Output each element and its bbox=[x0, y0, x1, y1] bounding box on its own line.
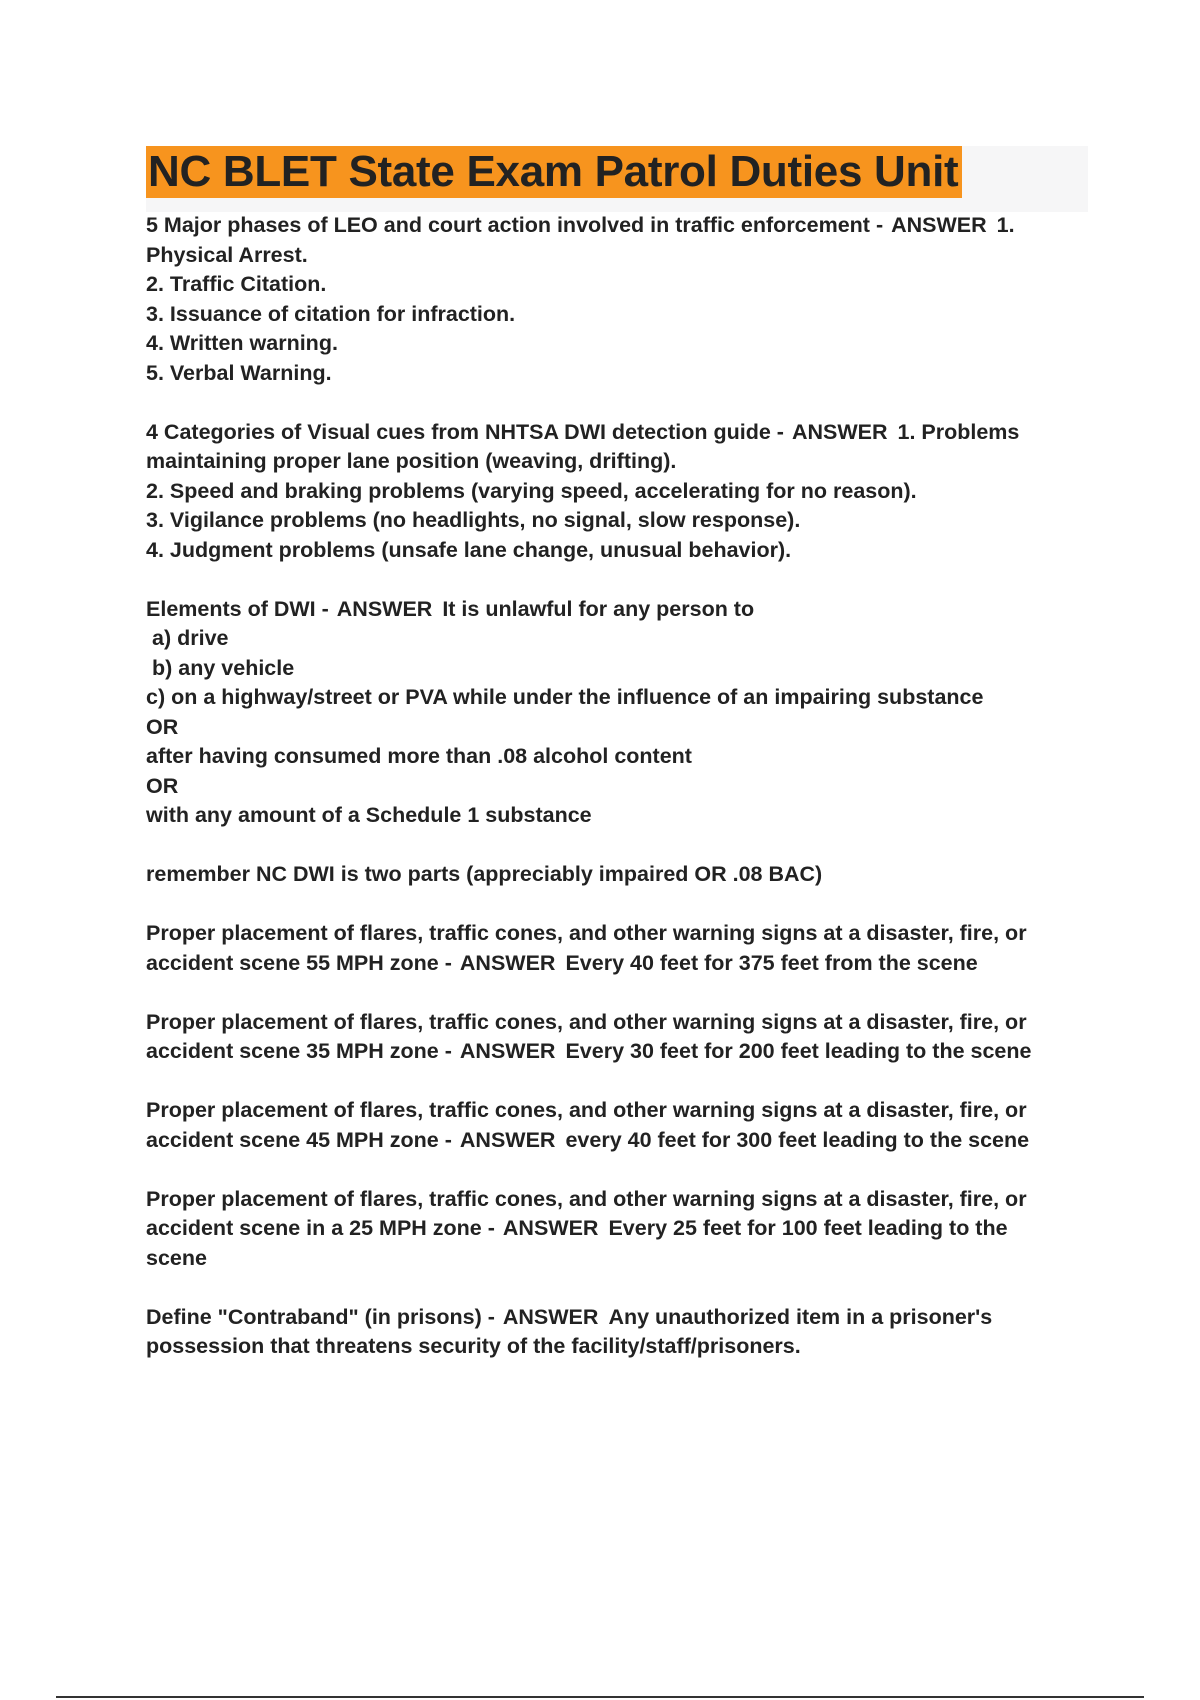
qa-item-flares-55-mph bbox=[146, 919, 1086, 978]
answer-line: a) drive bbox=[152, 626, 229, 650]
footer-divider bbox=[56, 1696, 1144, 1698]
qa-item-visual-cues bbox=[146, 418, 1086, 566]
answer-line: possession that threatens security of the facility/staff/prisoners. bbox=[146, 1334, 801, 1358]
page-title: NC BLET State Exam Patrol Duties Unit bbox=[146, 146, 962, 198]
answer-line: 4. Judgment problems (unsafe lane change, unusual behavior). bbox=[146, 537, 792, 562]
answer-line: c) on a highway/street or PVA while under the influence of an impairing substance bbox=[146, 685, 984, 709]
question-text: accident scene in a 25 MPH zone - bbox=[146, 1216, 495, 1240]
question-line bbox=[146, 595, 1086, 625]
answer-line: 2. Traffic Citation. bbox=[146, 272, 327, 296]
question-line bbox=[146, 211, 1086, 241]
answer-line: 3. Vigilance problems (no headlights, no signal, slow response). bbox=[146, 508, 801, 532]
answer-label: ANSWER bbox=[502, 1216, 599, 1240]
answer-line: Physical Arrest. bbox=[146, 242, 308, 267]
answer-line: with any amount of a Schedule 1 substance bbox=[146, 803, 592, 827]
question-line bbox=[146, 1214, 1086, 1244]
answer-text: Every 25 feet for 100 feet leading to the bbox=[608, 1216, 1008, 1240]
question-line bbox=[146, 1037, 1086, 1067]
answer-label: ANSWER bbox=[459, 1127, 556, 1152]
answer-label: ANSWER bbox=[891, 213, 987, 237]
question-text: Proper placement of flares, traffic cones, and other warning signs at a disaster, fire, or bbox=[146, 1009, 1027, 1034]
qa-item-flares-35-mph bbox=[146, 1008, 1086, 1067]
qa-item-dwi-elements bbox=[146, 595, 1086, 831]
answer-label: ANSWER bbox=[459, 950, 556, 975]
answer-line: OR bbox=[146, 714, 179, 739]
qa-item-flares-25-mph bbox=[146, 1185, 1086, 1274]
document-body bbox=[146, 211, 1086, 1391]
question-text: Define "Contraband" (in prisons) - bbox=[146, 1304, 495, 1329]
answer-text: 1. Problems bbox=[897, 419, 1020, 444]
answer-line: 5. Verbal Warning. bbox=[146, 360, 332, 385]
question-line bbox=[146, 418, 1086, 448]
question-line bbox=[146, 1303, 1086, 1333]
answer-line: 2. Speed and braking problems (varying speed, accelerating for no reason). bbox=[146, 478, 917, 503]
answer-text: Every 30 feet for 200 feet leading to the scene bbox=[565, 1039, 1032, 1063]
question-text: 5 Major phases of LEO and court action involved in traffic enforcement - bbox=[146, 213, 884, 237]
answer-text: every 40 feet for 300 feet leading to the scene bbox=[565, 1127, 1030, 1152]
note-text: remember NC DWI is two parts (appreciably impaired OR .08 BAC) bbox=[146, 862, 823, 886]
dwi-note bbox=[146, 860, 1086, 890]
answer-text: Every 40 feet for 375 feet from the scene bbox=[565, 950, 978, 975]
answer-label: ANSWER bbox=[791, 419, 888, 444]
answer-text: 1. bbox=[996, 213, 1015, 237]
qa-item-traffic-enforcement-phases bbox=[146, 211, 1086, 388]
question-text: accident scene 55 MPH zone - bbox=[146, 950, 452, 975]
answer-line: OR bbox=[146, 773, 179, 798]
answer-label: ANSWER bbox=[459, 1039, 556, 1063]
question-text: Proper placement of flares, traffic cones, and other warning signs at a disaster, fire, or bbox=[146, 1098, 1027, 1122]
question-text: accident scene 35 MPH zone - bbox=[146, 1039, 452, 1063]
question-text: Elements of DWI - bbox=[146, 596, 329, 621]
question-text: Proper placement of flares, traffic cones, and other warning signs at a disaster, fire, or bbox=[146, 1186, 1027, 1211]
answer-text: It is unlawful for any person to bbox=[442, 596, 755, 621]
qa-item-contraband bbox=[146, 1303, 1086, 1362]
question-line bbox=[146, 949, 1086, 979]
answer-line: 4. Written warning. bbox=[146, 331, 338, 355]
qa-item-flares-45-mph bbox=[146, 1096, 1086, 1155]
answer-line: 3. Issuance of citation for infraction. bbox=[146, 301, 516, 326]
question-text: accident scene 45 MPH zone - bbox=[146, 1127, 452, 1152]
answer-label: ANSWER bbox=[502, 1304, 599, 1329]
question-text: 4 Categories of Visual cues from NHTSA DWI detection guide - bbox=[146, 419, 784, 444]
answer-line: maintaining proper lane position (weaving, drifting). bbox=[146, 449, 677, 473]
answer-label: ANSWER bbox=[336, 596, 433, 621]
question-text: Proper placement of flares, traffic cones, and other warning signs at a disaster, fire, or bbox=[146, 921, 1027, 945]
answer-line: b) any vehicle bbox=[152, 655, 295, 680]
question-line bbox=[146, 1126, 1086, 1156]
answer-line: scene bbox=[146, 1245, 207, 1270]
answer-line: after having consumed more than .08 alcohol content bbox=[146, 744, 692, 768]
answer-text: Any unauthorized item in a prisoner's bbox=[608, 1304, 993, 1329]
